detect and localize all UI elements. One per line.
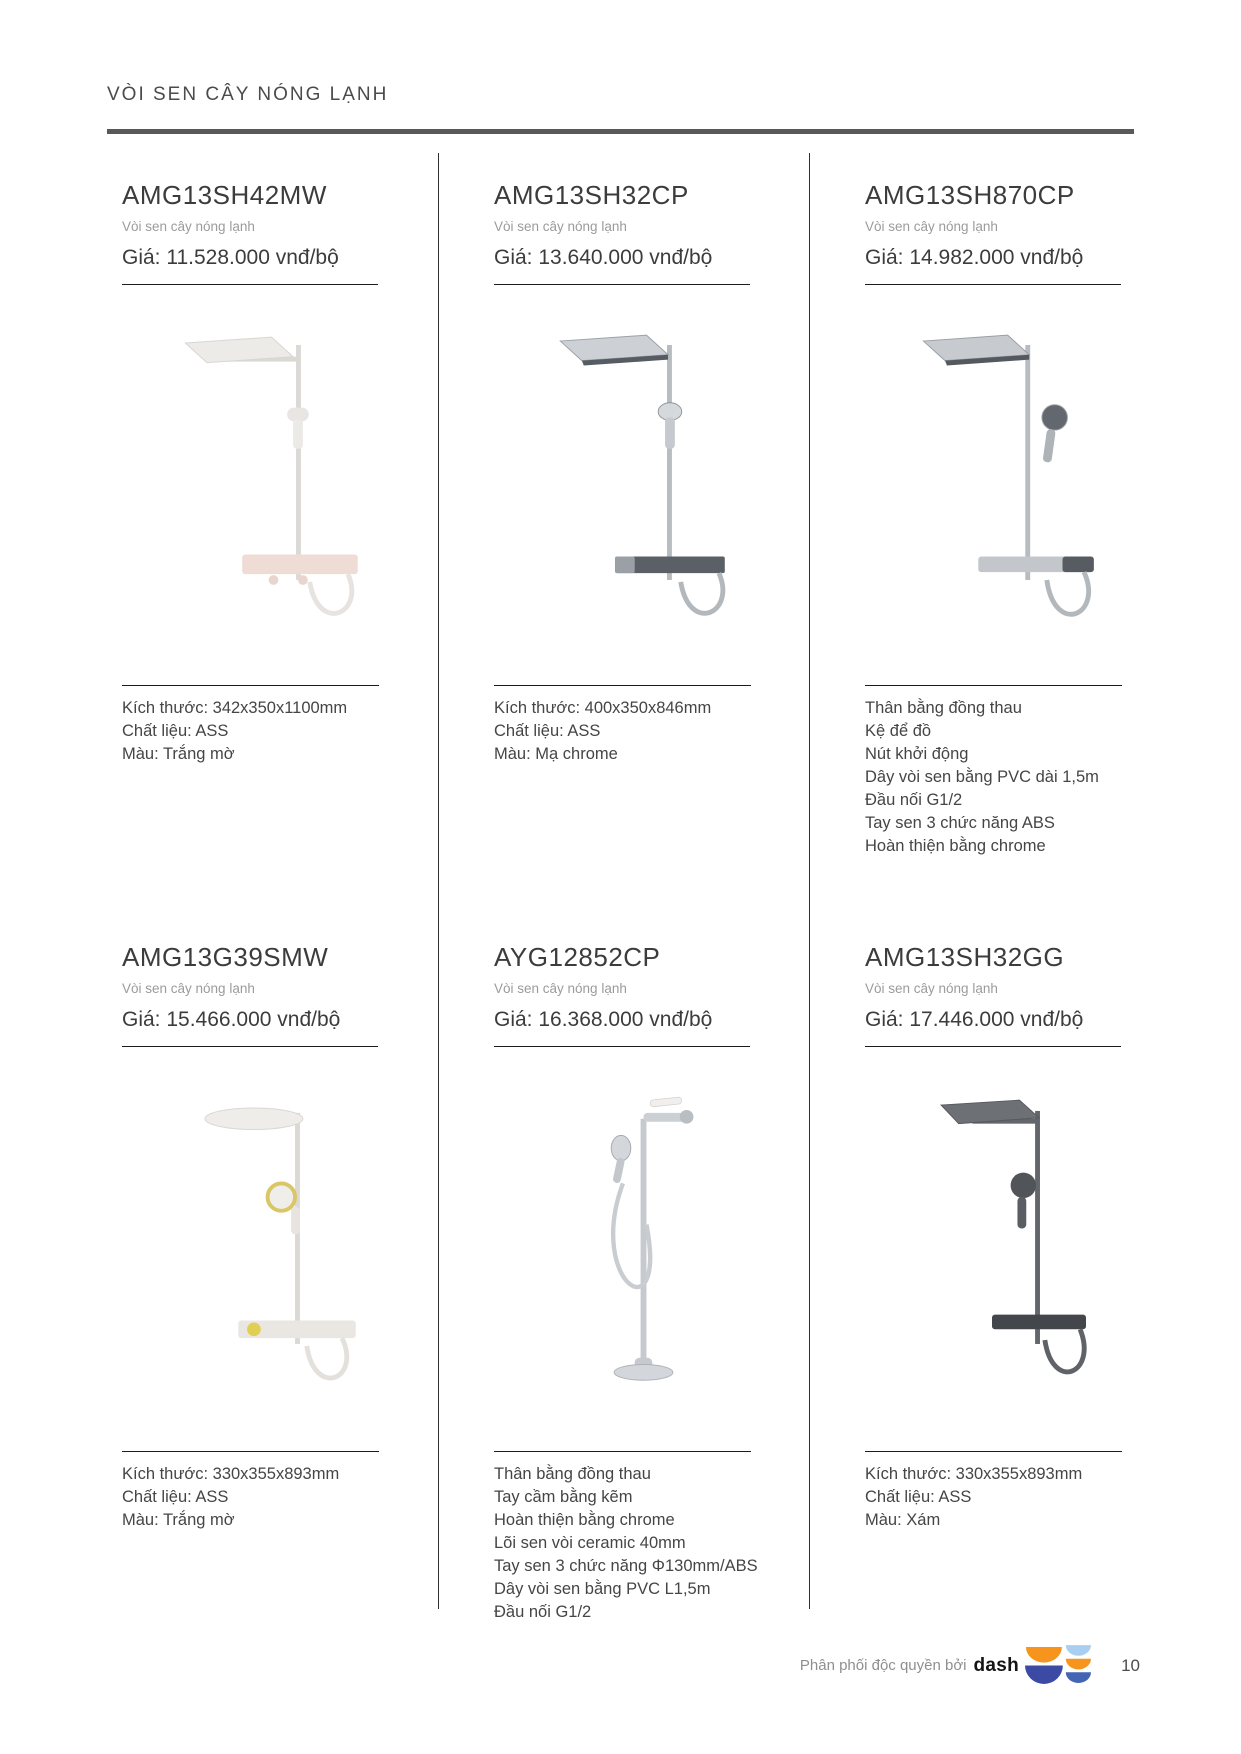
product-image — [156, 1087, 391, 1411]
product-specs — [865, 697, 1166, 858]
spec-line: Tay sen 3 chức năng Φ130mm/ABS — [494, 1557, 758, 1575]
product-image — [898, 1087, 1133, 1411]
product-image — [527, 323, 762, 647]
product-image-wrap — [865, 1047, 1166, 1451]
spec-rule — [865, 685, 1122, 686]
spec-line: Lõi sen vòi ceramic 40mm — [494, 1534, 686, 1552]
product-grid — [67, 153, 1180, 1621]
product-subtitle: Vòi sen cây nóng lạnh — [122, 219, 255, 234]
spec-line: Màu: Xám — [865, 1511, 941, 1529]
product-code: AMG13SH32GG — [865, 942, 1065, 972]
page-title: VÒI SEN CÂY NÓNG LẠNH — [107, 84, 389, 105]
spec-line: Dây vòi sen bằng PVC dài 1,5m — [865, 768, 1099, 786]
spec-line: Kích thước: 330x355x893mm — [865, 1465, 1083, 1483]
spec-line: Đầu nối G1/2 — [494, 1603, 592, 1621]
spec-line: Màu: Trắng mờ — [122, 745, 235, 763]
dash-logo-icon — [1025, 1644, 1091, 1687]
spec-line: Kích thước: 330x355x893mm — [122, 1465, 340, 1483]
product-subtitle: Vòi sen cây nóng lạnh — [122, 981, 255, 996]
product-card-amg13sh32cp — [438, 153, 809, 915]
product-price: Giá: 16.368.000 vnđ/bộ — [494, 1008, 713, 1031]
product-code: AMG13G39SMW — [122, 942, 329, 972]
spec-line: Thân bằng đồng thau — [865, 699, 1022, 717]
product-price: Giá: 13.640.000 vnđ/bộ — [494, 246, 713, 269]
title-rule — [107, 129, 1134, 134]
spec-rule — [122, 1451, 379, 1452]
spec-line: Kệ để đồ — [865, 722, 932, 740]
product-subtitle: Vòi sen cây nóng lạnh — [494, 981, 627, 996]
spec-rule — [494, 1451, 751, 1452]
product-specs — [494, 1463, 795, 1624]
product-image-wrap — [494, 1047, 795, 1451]
spec-line: Đầu nối G1/2 — [865, 791, 963, 809]
product-specs — [865, 1463, 1166, 1532]
product-image-wrap — [865, 285, 1166, 685]
spec-rule — [122, 685, 379, 686]
spec-line: Chất liệu: ASS — [865, 1488, 972, 1506]
brand-name: dash — [973, 1654, 1020, 1676]
product-subtitle: Vòi sen cây nóng lạnh — [865, 219, 998, 234]
product-card-amg13sh870cp — [809, 153, 1180, 915]
product-specs — [122, 1463, 424, 1532]
product-price: Giá: 11.528.000 vnđ/bộ — [122, 246, 339, 269]
product-card-amg13g39smw — [67, 915, 438, 1609]
spec-line: Tay cầm bằng kẽm — [494, 1488, 633, 1506]
product-image-wrap — [122, 1047, 424, 1451]
product-card-amg13sh32gg — [809, 915, 1180, 1609]
product-image — [898, 323, 1133, 647]
product-specs — [494, 697, 795, 766]
product-specs — [122, 697, 424, 766]
spec-rule — [865, 1451, 1122, 1452]
spec-line: Nút khởi động — [865, 745, 969, 763]
product-code: AMG13SH42MW — [122, 180, 327, 210]
product-card-amg13sh42mw — [67, 153, 438, 915]
spec-line: Kích thước: 400x350x846mm — [494, 699, 712, 717]
spec-line: Chất liệu: ASS — [122, 1488, 229, 1506]
product-code: AYG12852CP — [494, 942, 661, 972]
product-code: AMG13SH32CP — [494, 180, 689, 210]
spec-line: Dây vòi sen bằng PVC L1,5m — [494, 1580, 711, 1598]
product-card-ayg12852cp — [438, 915, 809, 1621]
product-image — [156, 323, 391, 647]
product-code: AMG13SH870CP — [865, 180, 1075, 210]
page-number: 10 — [1121, 1655, 1140, 1675]
product-subtitle: Vòi sen cây nóng lạnh — [494, 219, 627, 234]
spec-line: Kích thước: 342x350x1100mm — [122, 699, 348, 717]
spec-line: Màu: Trắng mờ — [122, 1511, 235, 1529]
product-image-wrap — [494, 285, 795, 685]
product-price: Giá: 17.446.000 vnđ/bộ — [865, 1008, 1084, 1031]
product-image — [527, 1087, 762, 1411]
spec-rule — [494, 685, 751, 686]
spec-line: Tay sen 3 chức năng ABS — [865, 814, 1055, 832]
spec-line: Hoàn thiện bằng chrome — [494, 1511, 675, 1529]
product-price: Giá: 14.982.000 vnđ/bộ — [865, 246, 1084, 269]
spec-line: Thân bằng đồng thau — [494, 1465, 651, 1483]
distribution-text: Phân phối độc quyền bởi — [799, 1657, 967, 1674]
spec-line: Chất liệu: ASS — [494, 722, 601, 740]
product-price: Giá: 15.466.000 vnđ/bộ — [122, 1008, 341, 1031]
spec-line: Hoàn thiện bằng chrome — [865, 837, 1046, 855]
product-subtitle: Vòi sen cây nóng lạnh — [865, 981, 998, 996]
spec-line: Chất liệu: ASS — [122, 722, 229, 740]
spec-line: Màu: Mạ chrome — [494, 745, 618, 763]
page-footer — [67, 1644, 1140, 1687]
product-image-wrap — [122, 285, 424, 685]
